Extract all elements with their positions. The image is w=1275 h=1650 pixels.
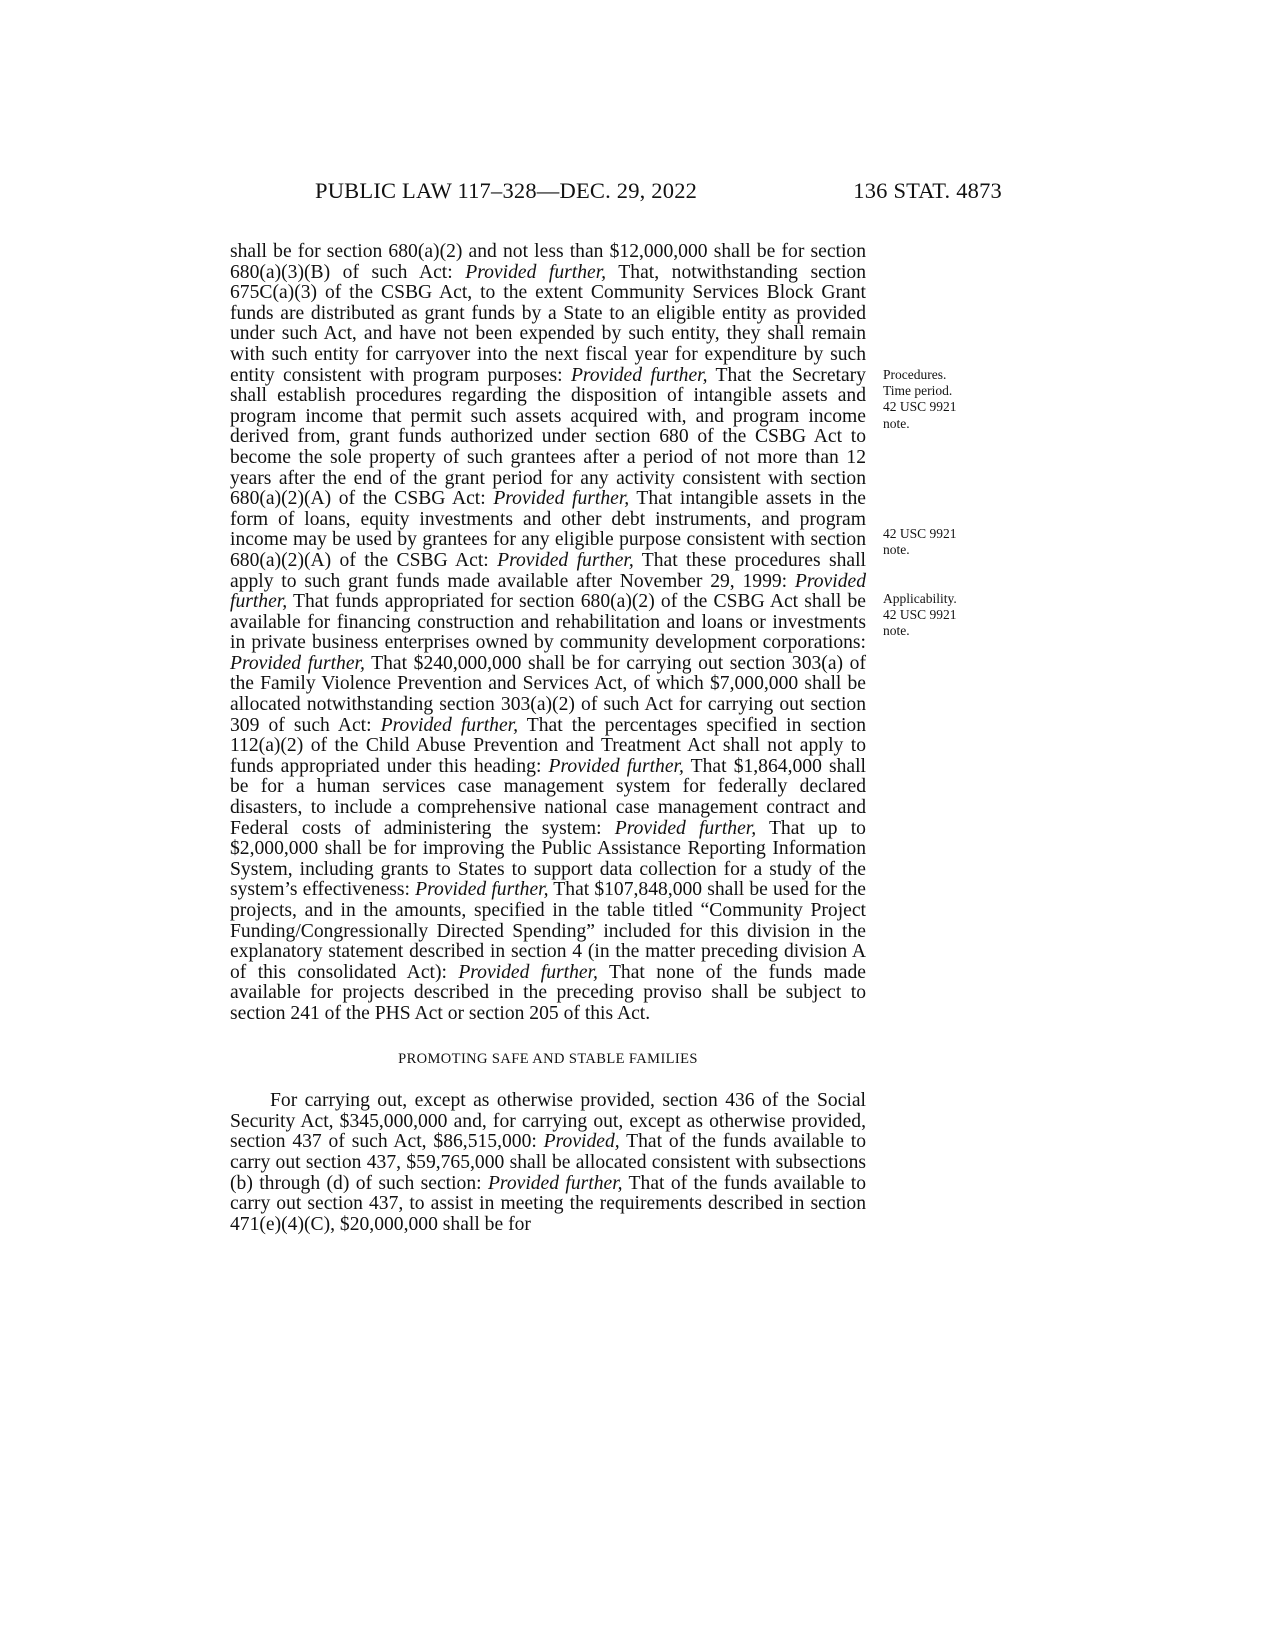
text-run: For carrying out, except as otherwise provided, section 436 of the Social Security Act, $345,000,000 and, for carrying out, except as otherwise provided, section 437 of such Act, $86,515,000: [230,1090,866,1153]
text-run: That intangible assets in the form of loans, equity investments and other debt instruments, and program income may be used by grantees for any eligible purpose consistent with section 680(a)(2)(A) of the CSBG Act: [230,488,866,571]
text-run: That of the funds available to carry out section 437, to assist in meeting the requirements described in section 471(e)(4)(C), $20,000,000 shall be for [230,1172,866,1235]
text-run: shall be for section 680(a)(2) and not less than $12,000,000 shall be for section 680(a)(3)(B) of such Act: [230,241,866,283]
margin-note-usc [883,526,957,558]
margin-note-line: note. [883,623,910,639]
proviso-italic: Provided further, [497,549,634,571]
text-run: That, notwithstanding section 675C(a)(3) of the CSBG Act, to the extent Community Services Block Grant funds are distributed as grant funds by a State to an eligible entity as provided under such Act, and have not been expended by such entity, they shall remain with such entity for carryover into the next fiscal year for expenditure by such entity consistent with program purposes: [230,261,867,386]
proviso-italic: Provided further, [380,714,519,736]
proviso-italic: Provided further, [230,570,866,613]
proviso-italic: Provided further, [614,817,757,839]
proviso-italic: Provided further, [548,755,684,777]
margin-note-applicability [883,591,957,640]
section-heading: PROMOTING SAFE AND STABLE FAMILIES [398,1050,698,1067]
margin-note-line: Applicability. [883,591,957,606]
page-number: 136 STAT. 4873 [853,178,1002,203]
text-run: That of the funds available to carry out section 437, $59,765,000 shall be allocated consistent with subsections (b) through (d) of such section: [230,1131,866,1194]
proviso-italic: Provided further, [465,261,607,283]
proviso-italic: Provided, [543,1131,620,1153]
proviso-italic: Provided further, [230,652,365,674]
running-head: PUBLIC LAW 117–328—DEC. 29, 2022 [315,178,698,203]
margin-note-line: 42 USC 9921 [883,399,957,415]
page-header [230,178,1002,212]
proviso-italic: Provided further, [570,364,708,386]
text-run: That up to $2,000,000 shall be for improving the Public Assistance Reporting Information System, including grants to States to support data collection for a study of the system’s effectiveness: [230,817,866,901]
proviso-italic: Provided further, [487,1172,623,1194]
margin-note-line: Time period. [883,383,953,399]
paragraph-promoting-safe-families [230,1091,866,1235]
text-run: That these procedures shall apply to such grant funds made available after November 29, 1999: [230,549,866,592]
text-run: That $240,000,000 shall be for carrying out section 303(a) of the Family Violence Prevention and Services Act, of which $7,000,000 shall be allocated notwithstanding section 303(a)(2) of such Act for carrying out section 309 of such Act: [230,652,866,736]
proviso-italic: Provided further, [458,961,598,983]
paragraph-continued [230,242,866,1025]
proviso-italic: Provided further, [415,879,549,901]
text-run: That $107,848,000 shall be used for the projects, and in the amounts, specified in the table titled “Community Project Funding/Congressionally Directed Spending” included for this division in the explanatory statement described in section 4 (in the matter preceding division A of this consolidated Act): [230,879,866,983]
proviso-italic: Provided further, [493,488,630,510]
margin-note-procedures [883,367,957,432]
margin-note-line: note. [883,542,910,558]
margin-note-line: 42 USC 9921 [883,607,957,623]
text-run: That funds appropriated for section 680(a)(2) of the CSBG Act shall be available for financing construction and rehabilitation and loans or investments in private business enterprises owned by community development corporations: [230,591,866,654]
margin-note-line: note. [883,415,910,431]
text-run: That the Secretary shall establish procedures regarding the disposition of intangible assets and program income that permit such assets acquired with, and program income derived from, grant funds authorized under section 680 of the CSBG Act to become the sole property of such grantees after a period of not more than 12 years after the end of the grant period for any activity consistent with section 680(a)(2)(A) of the CSBG Act: [230,364,866,510]
margin-note-line: 42 USC 9921 [883,526,957,541]
body-text [230,242,866,1235]
text-run: That $1,864,000 shall be for a human services case management system for federally declared disasters, to include a comprehensive national case management contract and Federal costs of administering the system: [230,755,866,839]
margin-note-line: Procedures. [883,367,947,382]
text-run: That the percentages specified in section 112(a)(2) of the Child Abuse Prevention and Treatment Act shall not apply to funds appropriated under this heading: [230,714,867,777]
text-run: That none of the funds made available for projects described in the preceding proviso shall be subject to section 241 of the PHS Act or section 205 of this Act. [230,961,867,1024]
